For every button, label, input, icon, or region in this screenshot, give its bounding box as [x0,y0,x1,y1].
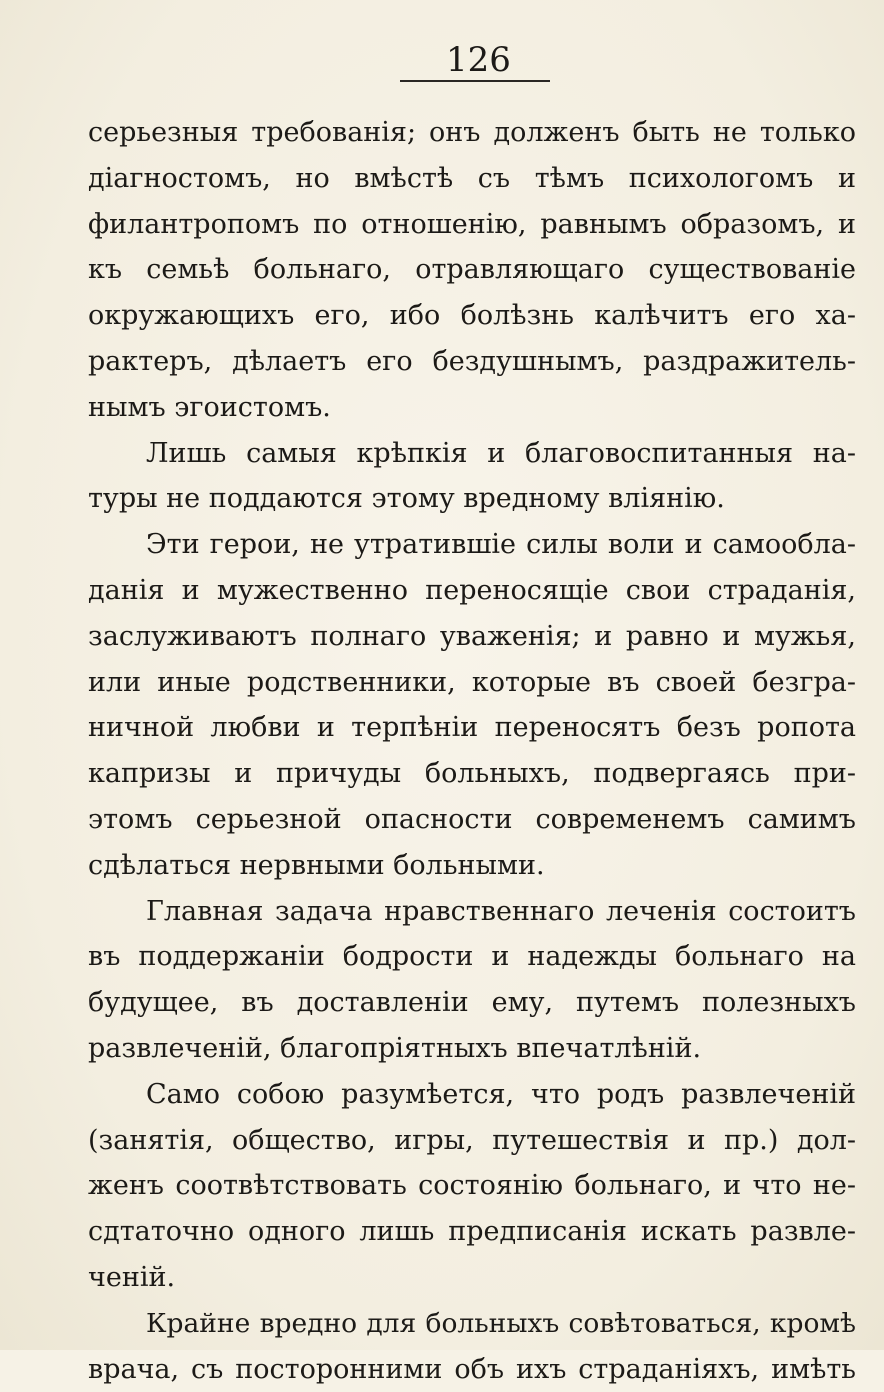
text-line: нымъ эгоистомъ. [88,391,331,423]
text-line: (занятія, общество, игры, путешествія и пр.) дол- [88,1124,856,1156]
text-line: ченій. [88,1261,176,1293]
text-line: діагностомъ, но вмѣстѣ съ тѣмъ психологомъ и [88,162,856,194]
text-line: серьезныя требованія; онъ долженъ быть не только [88,117,856,148]
text-line: рактеръ, дѣлаетъ его бездушнымъ, раздражитель- [88,345,856,377]
text-line: къ семьѣ больнаго, отравляющаго существованіе [88,254,856,286]
text-line: Эти герои, не утратившіе силы воли и самообла- [146,529,856,561]
text-line: заслуживаютъ полнаго уваженія; и равно и мужья, [88,620,856,652]
text-line: сдѣлаться нервными больными. [88,849,545,881]
text-line: сдтаточно одного лишь предписанія искать развле- [88,1216,856,1248]
text-line: данія и мужественно переносящіе свои страданія, [88,574,856,606]
text-line: въ поддержаніи бодрости и надежды больнаго на [88,941,856,973]
text-line: женъ соотвѣтствовать состоянію больнаго, и что не- [88,1170,856,1202]
body-text [88,110,856,1392]
text-line: или иные родственники, которые въ своей безгра- [88,666,856,698]
text-line: туры не поддаются этому вредному вліянію. [88,483,725,515]
header-rule [400,80,550,82]
text-line: ничной любви и терпѣніи переносятъ безъ ропота [88,712,856,744]
text-line: врача, съ посторонними объ ихъ страданіяхъ, имѣть [88,1353,856,1385]
text-line: развлеченій, благопріятныхъ впечатлѣній. [88,1032,702,1064]
text-line: будущее, въ доставленіи ему, путемъ полезныхъ [88,987,856,1019]
page-number: 126 [446,40,511,80]
text-line: окружающихъ его, ибо болѣзнь калѣчитъ его ха- [88,300,856,332]
text-line: капризы и причуды больныхъ, подвергаясь при- [88,758,856,790]
text-line: Крайне вредно для больныхъ совѣтоваться, кромѣ [146,1307,856,1339]
text-line: этомъ серьезной опасности современемъ самимъ [88,803,856,835]
text-line: Само собою разумѣется, что родъ развлеченій [146,1078,856,1110]
text-line: Главная задача нравственнаго леченія состоитъ [146,895,856,927]
text-line: Лишь самыя крѣпкія и благовоспитанныя на- [146,437,856,469]
text-line: филантропомъ по отношенію, равнымъ образомъ, и [88,208,856,240]
